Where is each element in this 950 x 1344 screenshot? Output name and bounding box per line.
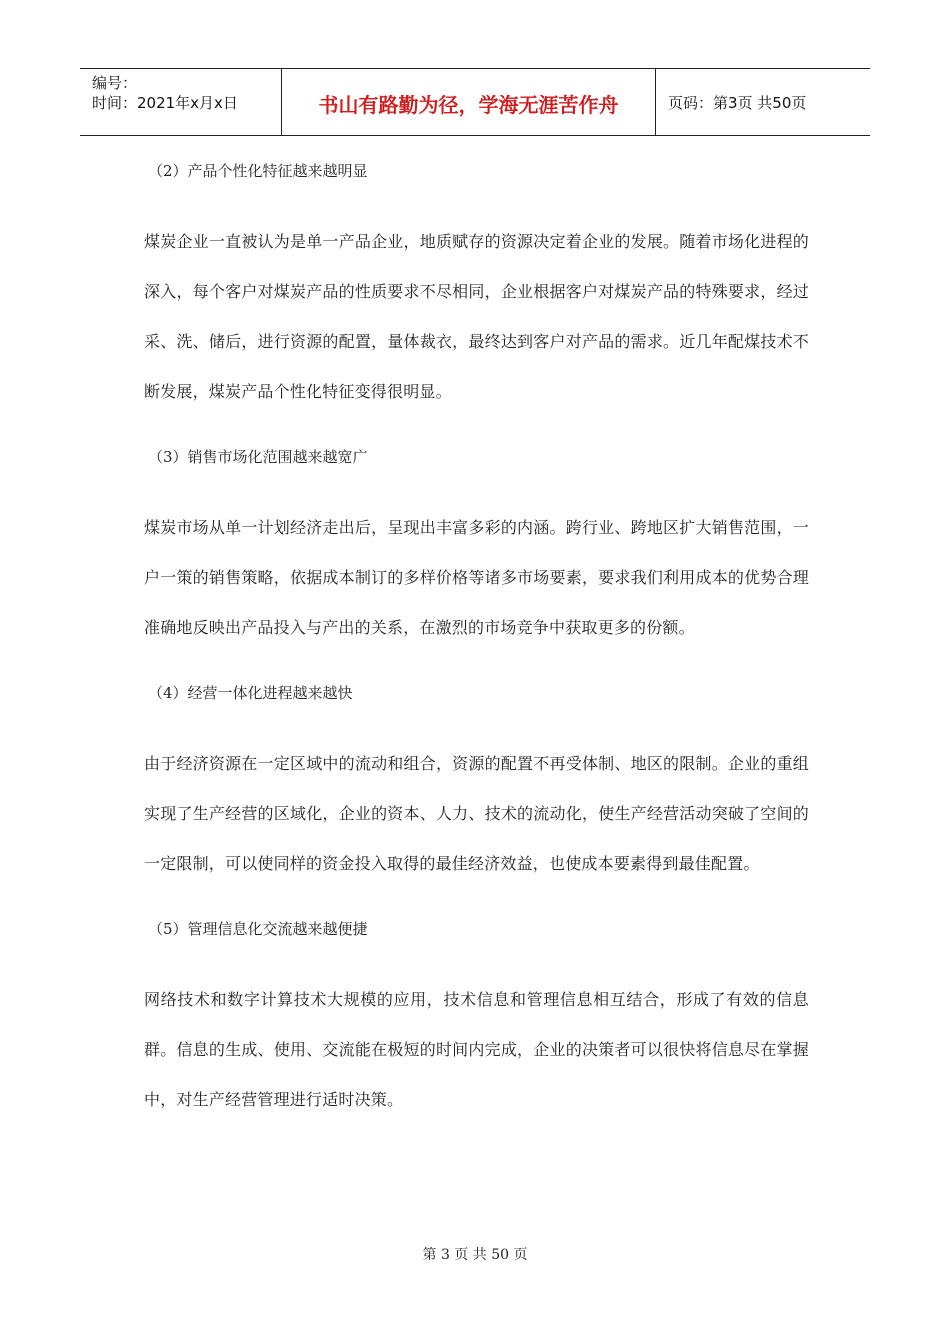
section-heading: （3）销售市场化范围越来越宽广 (148, 448, 368, 466)
page-header (80, 68, 870, 136)
section-5 (144, 917, 809, 1125)
document-time-label: 时间：2021年x月x日 (92, 94, 238, 112)
section-heading: （5）管理信息化交流越来越便捷 (148, 920, 368, 938)
document-body (144, 145, 809, 1153)
section-paragraph: 由于经济资源在一定区域中的流动和组合，资源的配置不再受体制、地区的限制。企业的重组实现了生产经营的区域化，企业的资本、人力、技术的流动化，使生产经营活动突破了空间的一定限制，可以使同样的资金投入取得的最佳经济效益，也使成本要素得到最佳配置。 (144, 754, 809, 873)
section-paragraph: 煤炭企业一直被认为是单一产品企业，地质赋存的资源决定着企业的发展。随着市场化进程的深入，每个客户对煤炭产品的性质要求不尽相同，企业根据客户对煤炭产品的特殊要求，经过采、洗、储后，进行资源的配置，量体裁衣，最终达到客户对产品的需求。近几年配煤技术不断发展，煤炭产品个性化特征变得很明显。 (144, 232, 809, 401)
header-motto: 书山有路勤为径，学海无涯苦作舟 (282, 69, 656, 135)
section-4 (144, 681, 809, 889)
section-paragraph: 网络技术和数字计算技术大规模的应用，技术信息和管理信息相互结合，形成了有效的信息群。信息的生成、使用、交流能在极短的时间内完成，企业的决策者可以很快将信息尽在掌握中，对生产经营管理进行适时决策。 (144, 990, 809, 1109)
header-meta (80, 69, 282, 135)
section-heading: （4）经营一体化进程越来越快 (148, 684, 353, 702)
section-3 (144, 445, 809, 653)
document-number-label: 编号： (92, 74, 138, 92)
section-paragraph: 煤炭市场从单一计划经济走出后，呈现出丰富多彩的内涵。跨行业、跨地区扩大销售范围，一户一策的销售策略，依据成本制订的多样价格等诸多市场要素，要求我们利用成本的优势合理准确地反映出产品投入与产出的关系，在激烈的市场竞争中获取更多的份额。 (144, 518, 809, 637)
page-footer: 第 3 页 共 50 页 (422, 1247, 528, 1263)
section-2 (144, 159, 809, 417)
section-heading: （2）产品个性化特征越来越明显 (148, 162, 368, 180)
header-page-info: 页码：第3页 共50页 (668, 93, 807, 112)
